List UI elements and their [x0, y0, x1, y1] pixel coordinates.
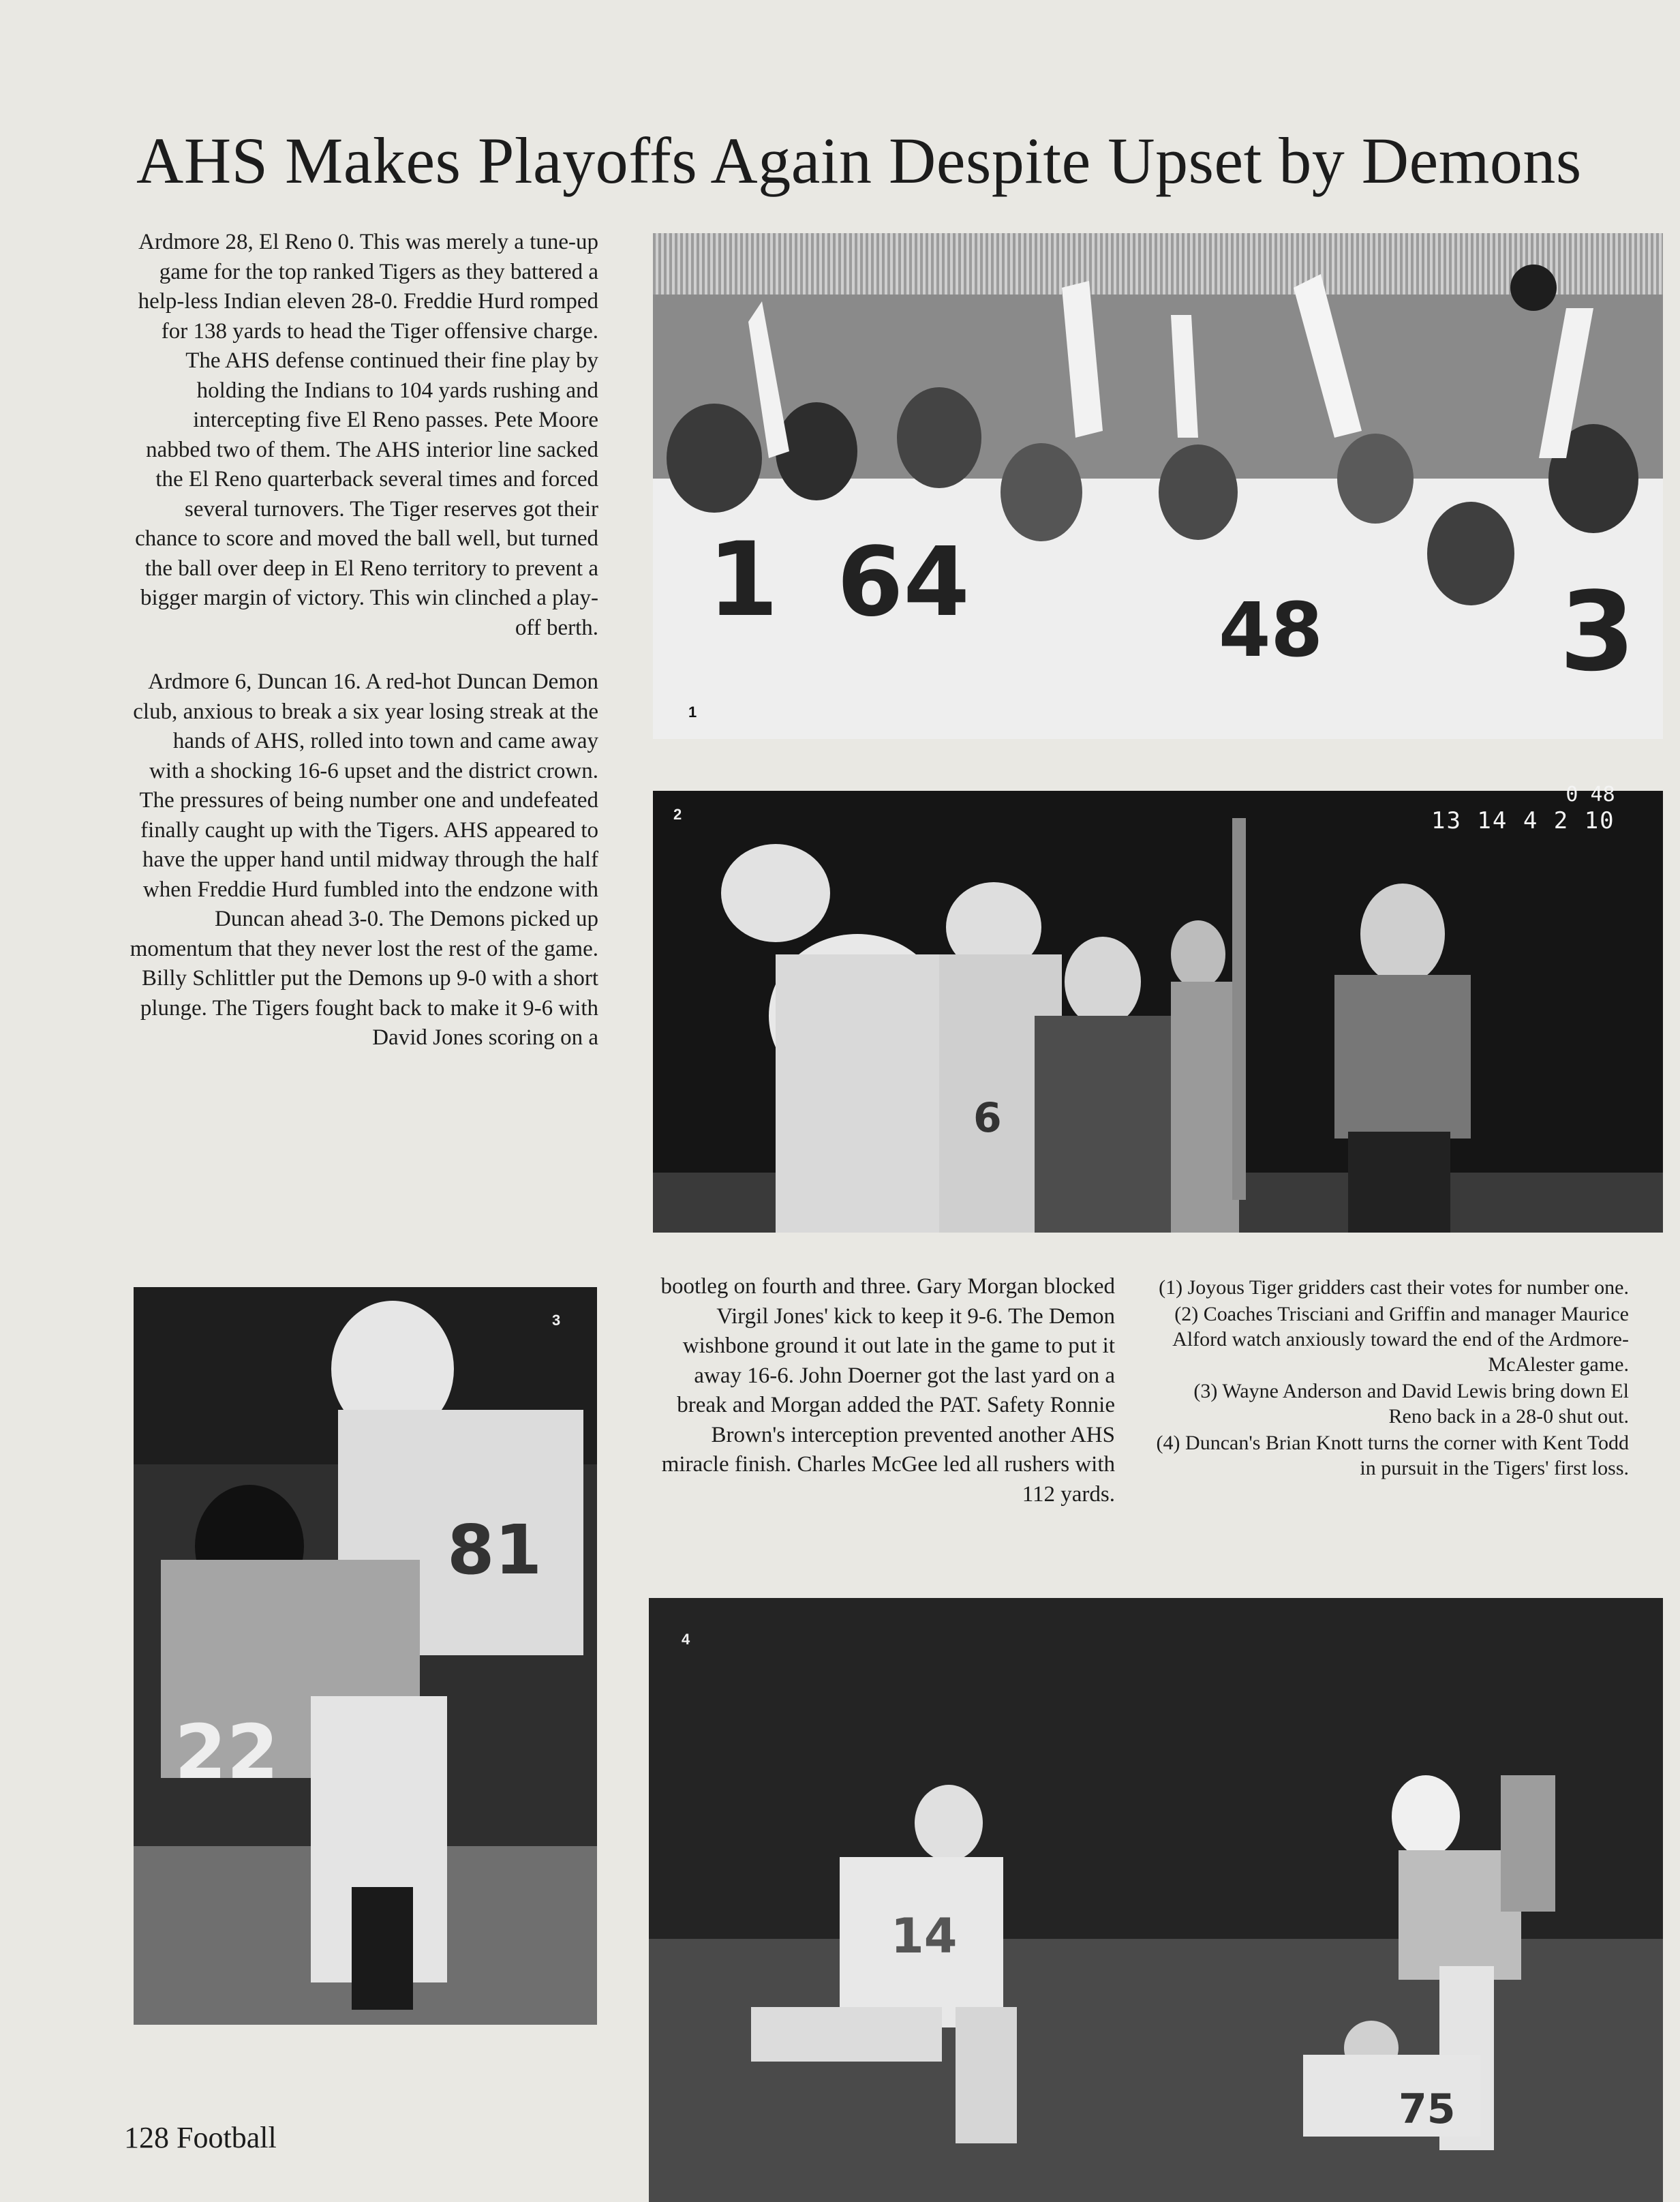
- photo-number: 2: [673, 806, 682, 823]
- story-column-middle: [641, 1272, 1115, 1534]
- jersey-number: 1: [707, 521, 779, 639]
- photo-number: 1: [688, 704, 697, 721]
- photo-2-image: [653, 791, 1663, 1233]
- photo-4-image: [649, 1598, 1663, 2202]
- jersey-number: 22: [174, 1708, 279, 1796]
- photo-captions: [1152, 1275, 1629, 1482]
- caption-4: (4) Duncan's Brian Knott turns the corner with Kent Todd in pursuit in the Tigers' first loss.: [1156, 1432, 1629, 1479]
- caption-3: (3) Wayne Anderson and David Lewis bring down El Reno back in a 28-0 shut out.: [1193, 1380, 1629, 1428]
- jersey-number: 48: [1219, 586, 1324, 674]
- photo-tackle: [134, 1287, 597, 2025]
- jersey-number: 6: [973, 1094, 1002, 1142]
- photo-1-image: [653, 233, 1663, 739]
- photo-coaches-sideline: [653, 791, 1663, 1233]
- jersey-number: 81: [447, 1510, 543, 1590]
- caption-2: (2) Coaches Trisciani and Griffin and manager Maurice Alford watch anxiously toward the end of the Ardmore-McAlester game.: [1172, 1303, 1629, 1376]
- jersey-number: 3: [1559, 568, 1636, 695]
- jersey-number: 14: [891, 1908, 958, 1964]
- scoreboard-digits: 13 14 4 2 10: [1431, 807, 1615, 834]
- photo-number: 3: [552, 1312, 561, 1329]
- story-paragraph-el-reno: Ardmore 28, El Reno 0. This was merely a tune-up game for the top ranked Tigers as they battered a help-less Indian eleven 28-0. Freddie Hurd romped for 138 yards to head the Tiger offensive charge. The AHS defense continued their fine play by holding the Indians to 104 yards rushing and intercepting five El Reno passes. Pete Moore nabbed two of them. The AHS interior line sacked the El Reno quarterback several times and forced several turnovers. The Tiger reserves got their chance to score and moved the ball well, but turned the ball over deep in El Reno territory to prevent a bigger margin of victory. This win clinched a play-off berth.: [135, 230, 598, 640]
- jersey-number: 64: [837, 527, 970, 638]
- page-headline: AHS Makes Playoffs Again Despite Upset by Demons: [136, 124, 1582, 197]
- photo-3-image: [134, 1287, 597, 2025]
- caption-1: (1) Joyous Tiger gridders cast their votes for number one.: [1159, 1276, 1629, 1299]
- scoreboard-time: 0 48: [1566, 783, 1615, 806]
- story-paragraph-duncan: Ardmore 6, Duncan 16. A red-hot Duncan Demon club, anxious to break a six year losing streak at the hands of AHS, rolled into town and came away with a shocking 16-6 upset and the district crown. The pressures of being number one and undefeated finally caught up with the Tigers. AHS appeared to have the upper hand until midway through the half when Freddie Hurd fumbled into the endzone with Duncan ahead 3-0. The Demons picked up momentum that they never lost the rest of the game. Billy Schlittler put the Demons up 9-0 with a short plunge. The Tigers fought back to make it 9-6 with David Jones scoring on a: [129, 669, 598, 1050]
- scoreboard-readout: [1431, 783, 1615, 834]
- jersey-number: 75: [1399, 2085, 1456, 2133]
- photo-runner: [649, 1598, 1663, 2202]
- page-folio: 128 Football: [124, 2121, 277, 2154]
- photo-number: 4: [682, 1631, 690, 1648]
- photo-celebrating-players: [653, 233, 1663, 739]
- story-paragraph-continued: bootleg on fourth and three. Gary Morgan blocked Virgil Jones' kick to keep it 9-6. The Demon wishbone ground it out late in the game to put it away 16-6. John Doerner got the last yard on a break and Morgan added the PAT. Safety Ronnie Brown's interception prevented another AHS miracle finish. Charles McGee led all rushers with 112 yards.: [660, 1274, 1115, 1507]
- story-column-left: [129, 228, 598, 1078]
